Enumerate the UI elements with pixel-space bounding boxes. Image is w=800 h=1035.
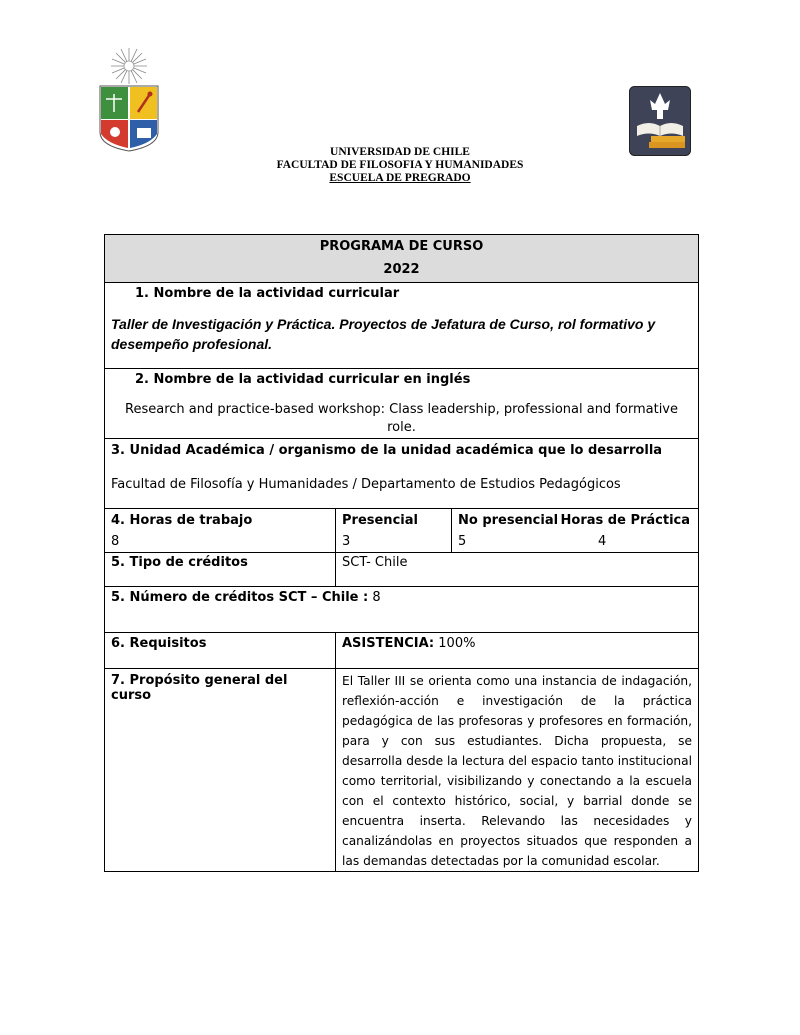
section-7-value: El Taller III se orienta como una instancia de indagación, reflexión-acción e investigación de la práctica pedagógica de las profesoras y profesores en formación, para y con sus estudiantes. Dicha propuesta, se desarrolla desde la lectura del espacio tanto institucional como territorial, visibilizando y conectando a la escuela con el contexto histórico, social, y barrial donde se encuentra inserta. Relevando las necesidades y canalizándolas en proyectos situados que responden a las demandas detectadas por la comunidad escolar.: [342, 674, 693, 868]
section-5-value-cell: [336, 553, 699, 587]
program-table: [104, 234, 699, 872]
section-5-cell: [105, 553, 336, 587]
section-2-label: 2. Nombre de la actividad curricular en inglés: [135, 372, 471, 387]
section-7-value-cell: [336, 669, 699, 872]
section-5b-value: 8: [372, 590, 381, 605]
section-6-cell: [105, 633, 336, 669]
section-5b-cell: [105, 587, 699, 633]
section-5-label: 5. Tipo de créditos: [111, 555, 248, 570]
section-3-value: Facultad de Filosofía y Humanidades / Departamento de Estudios Pedagógicos: [111, 477, 621, 492]
section-1-label: 1. Nombre de la actividad curricular: [135, 286, 400, 301]
presencial-value: 3: [342, 534, 351, 549]
section-5-value: SCT- Chile: [342, 555, 408, 570]
no-presencial-label: No presencial: [458, 513, 559, 528]
section-7-cell: [105, 669, 336, 872]
section-3-label: 3. Unidad Académica / organismo de la unidad académica que lo desarrolla: [111, 443, 663, 458]
section-6-label: 6. Requisitos: [111, 636, 207, 651]
section-6-value-label: ASISTENCIA:: [342, 636, 435, 651]
presencial-label: Presencial: [342, 513, 418, 528]
section-7-label: 7. Propósito general del curso: [111, 673, 288, 703]
section-3-cell: [105, 439, 699, 509]
section-4-label: 4. Horas de trabajo: [111, 513, 253, 528]
section-2-cell: [105, 369, 699, 439]
section-6-value: 100%: [438, 636, 476, 651]
program-title: PROGRAMA DE CURSO: [319, 239, 484, 254]
no-presencial-value: 5: [458, 534, 467, 549]
faculty-name: FACULTAD DE FILOSOFIA Y HUMANIDADES: [276, 159, 524, 171]
section-5b-label: 5. Número de créditos SCT – Chile :: [111, 590, 369, 605]
program-year: 2022: [383, 262, 420, 277]
university-crest-icon: [96, 44, 162, 154]
hours-cell: [452, 509, 699, 553]
university-name: UNIVERSIDAD DE CHILE: [330, 146, 470, 158]
section-4-value: 8: [111, 534, 120, 549]
section-4-cell: [105, 509, 336, 553]
practica-label: Horas de Práctica: [560, 513, 691, 528]
program-title-cell: [105, 235, 699, 283]
section-6-value-cell: [336, 633, 699, 669]
section-2-value: Research and practice-based workshop: Class leadership, professional and formative role.: [125, 402, 678, 435]
presencial-cell: [336, 509, 452, 553]
section-1-cell: [105, 283, 699, 369]
practica-value: 4: [598, 534, 607, 549]
section-1-value: Taller de Investigación y Práctica. Proyectos de Jefatura de Curso, rol formativo y desempeño profesional.: [111, 316, 656, 352]
school-name: ESCUELA DE PREGRADO: [329, 172, 471, 184]
